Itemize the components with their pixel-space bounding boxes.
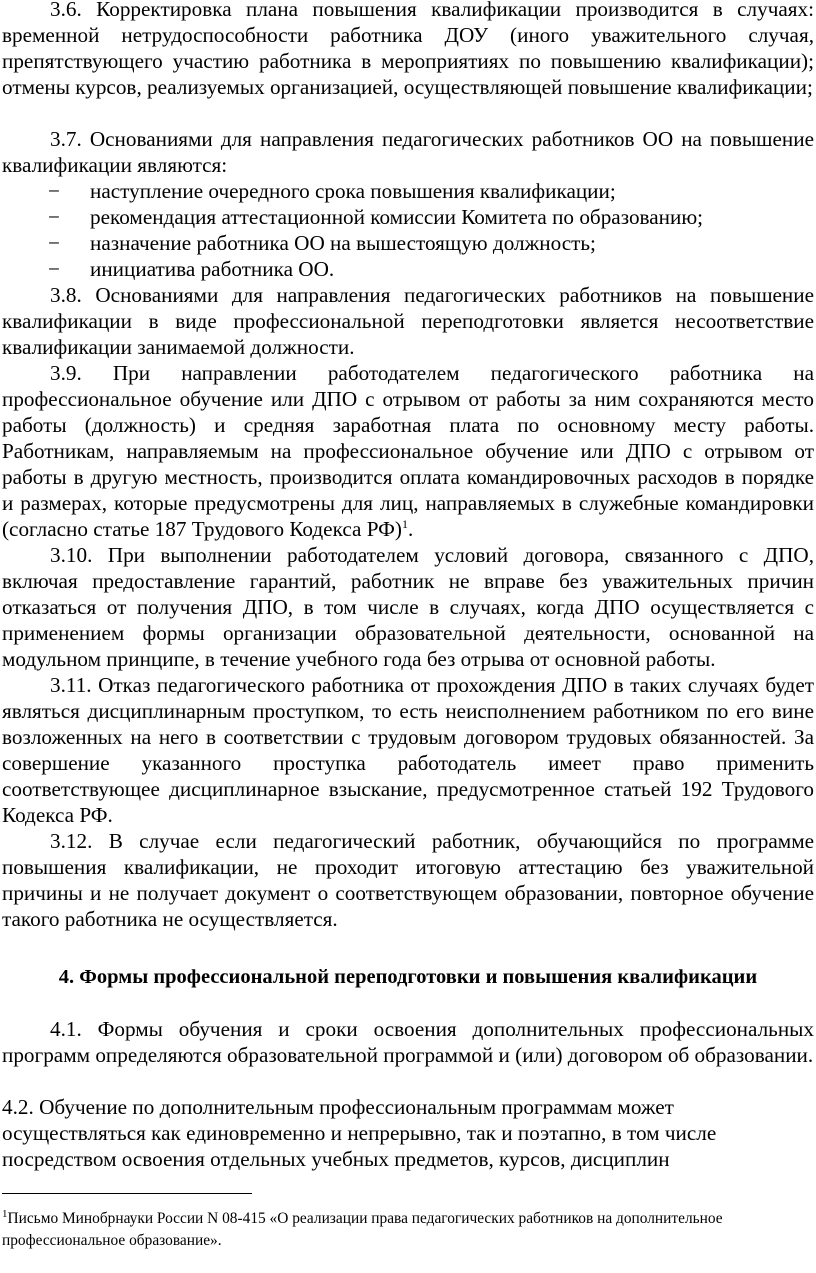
paragraph-3-9 bbox=[2, 360, 814, 542]
footnote-text: Письмо Минобрнауки России N 08-415 «О реализации права педагогических работников на дополнительное профессиональное образование». bbox=[2, 1210, 723, 1249]
list-item-text: назначение работника ОО на вышестоящую должность; bbox=[90, 231, 596, 255]
footnote-ref: 1 bbox=[401, 516, 408, 531]
paragraph-3-11: 3.11. Отказ педагогического работника от прохождения ДПО в таких случаях будет являться дисциплинарным проступком, то есть неисполнением работником по его вине возложенных на него в соответствии с трудовым договором трудовых обязанностей. За совершение указанного проступка работодатель имеет право применить соответствующее дисциплинарное взыскание, предусмотренное статьей 192 Трудового Кодекса РФ. bbox=[2, 673, 814, 827]
list-item-text: рекомендация аттестационной комиссии Комитета по образованию; bbox=[90, 205, 704, 229]
dash-bullet: − bbox=[48, 179, 60, 203]
paragraph-4-2-line: посредством освоения отдельных учебных предметов, курсов, дисциплин bbox=[2, 1147, 670, 1171]
paragraph-3-8: 3.8. Основаниями для направления педагогических работников на повышение квалификации в виде профессиональной переподготовки является несоответствие квалификации занимаемой должности. bbox=[2, 283, 814, 359]
grounds-list bbox=[2, 178, 814, 282]
paragraph-4-1: 4.1. Формы обучения и сроки освоения дополнительных профессиональных программ определяются образовательной программой и (или) договором об образовании. bbox=[2, 1017, 814, 1067]
dash-bullet: − bbox=[48, 231, 60, 255]
paragraph-4-2-line: осуществляться как единовременно и непрерывно, так и поэтапно, в том числе bbox=[2, 1121, 717, 1145]
dash-bullet: − bbox=[48, 257, 60, 281]
paragraph-3-10: 3.10. При выполнении работодателем условий договора, связанного с ДПО, включая предоставление гарантий, работник не вправе без уважительных причин отказаться от получения ДПО, в том числе в случаях, когда ДПО осуществляется с применением формы организации образовательной деятельности, основанной на модульном принципе, в течение учебного года без отрыва от основной работы. bbox=[2, 543, 814, 671]
paragraph-3-9-end: . bbox=[407, 517, 414, 541]
list-item-text: наступление очередного срока повышения квалификации; bbox=[90, 179, 616, 203]
list-item bbox=[2, 256, 814, 282]
paragraph-3-12: 3.12. В случае если педагогический работник, обучающийся по программе повышения квалификации, не проходит итоговую аттестацию без уважительной причины и не получает документ о соответствующем образовании, повторное обучение такого работника не осуществляется. bbox=[2, 829, 814, 931]
list-item bbox=[2, 204, 814, 230]
footnote-separator bbox=[2, 1193, 252, 1194]
paragraph-3-7: 3.7. Основаниями для направления педагогических работников ОО на повышение квалификации являются: bbox=[2, 127, 814, 177]
list-item-text: инициатива работника ОО. bbox=[90, 257, 335, 281]
paragraph-4-2 bbox=[2, 1094, 814, 1172]
paragraph-3-6: 3.6. Корректировка плана повышения квалификации производится в случаях: временной нетрудоспособности работника ДОУ (иного уважительного случая, препятствующего участию работника в мероприятиях по повышению квалификации); отмены курсов, реализуемых организацией, осуществляющей повышение квалификации; bbox=[2, 0, 814, 99]
paragraph-3-9-text: 3.9. При направлении работодателем педагогического работника на профессиональное обучение или ДПО с отрывом от работы за ним сохраняются место работы (должность) и средняя заработная плата по основному месту работы. Работникам, направляемым на профессиональное обучение или ДПО с отрывом от работы в другую местность, производится оплата командировочных расходов в порядке и размерах, которые предусмотрены для лиц, направляемых в служебные командировки (согласно статье 187 Трудового Кодекса РФ) bbox=[2, 361, 814, 541]
paragraph-4-2-line: 4.2. Обучение по дополнительным профессиональным программам может bbox=[2, 1095, 674, 1119]
list-item bbox=[2, 230, 814, 256]
section-4-heading: 4. Формы профессиональной переподготовки и повышения квалификации bbox=[58, 966, 758, 988]
dash-bullet: − bbox=[48, 205, 60, 229]
footnote bbox=[2, 1208, 814, 1252]
list-item bbox=[2, 178, 814, 204]
footnote-number: 1 bbox=[2, 1207, 8, 1220]
